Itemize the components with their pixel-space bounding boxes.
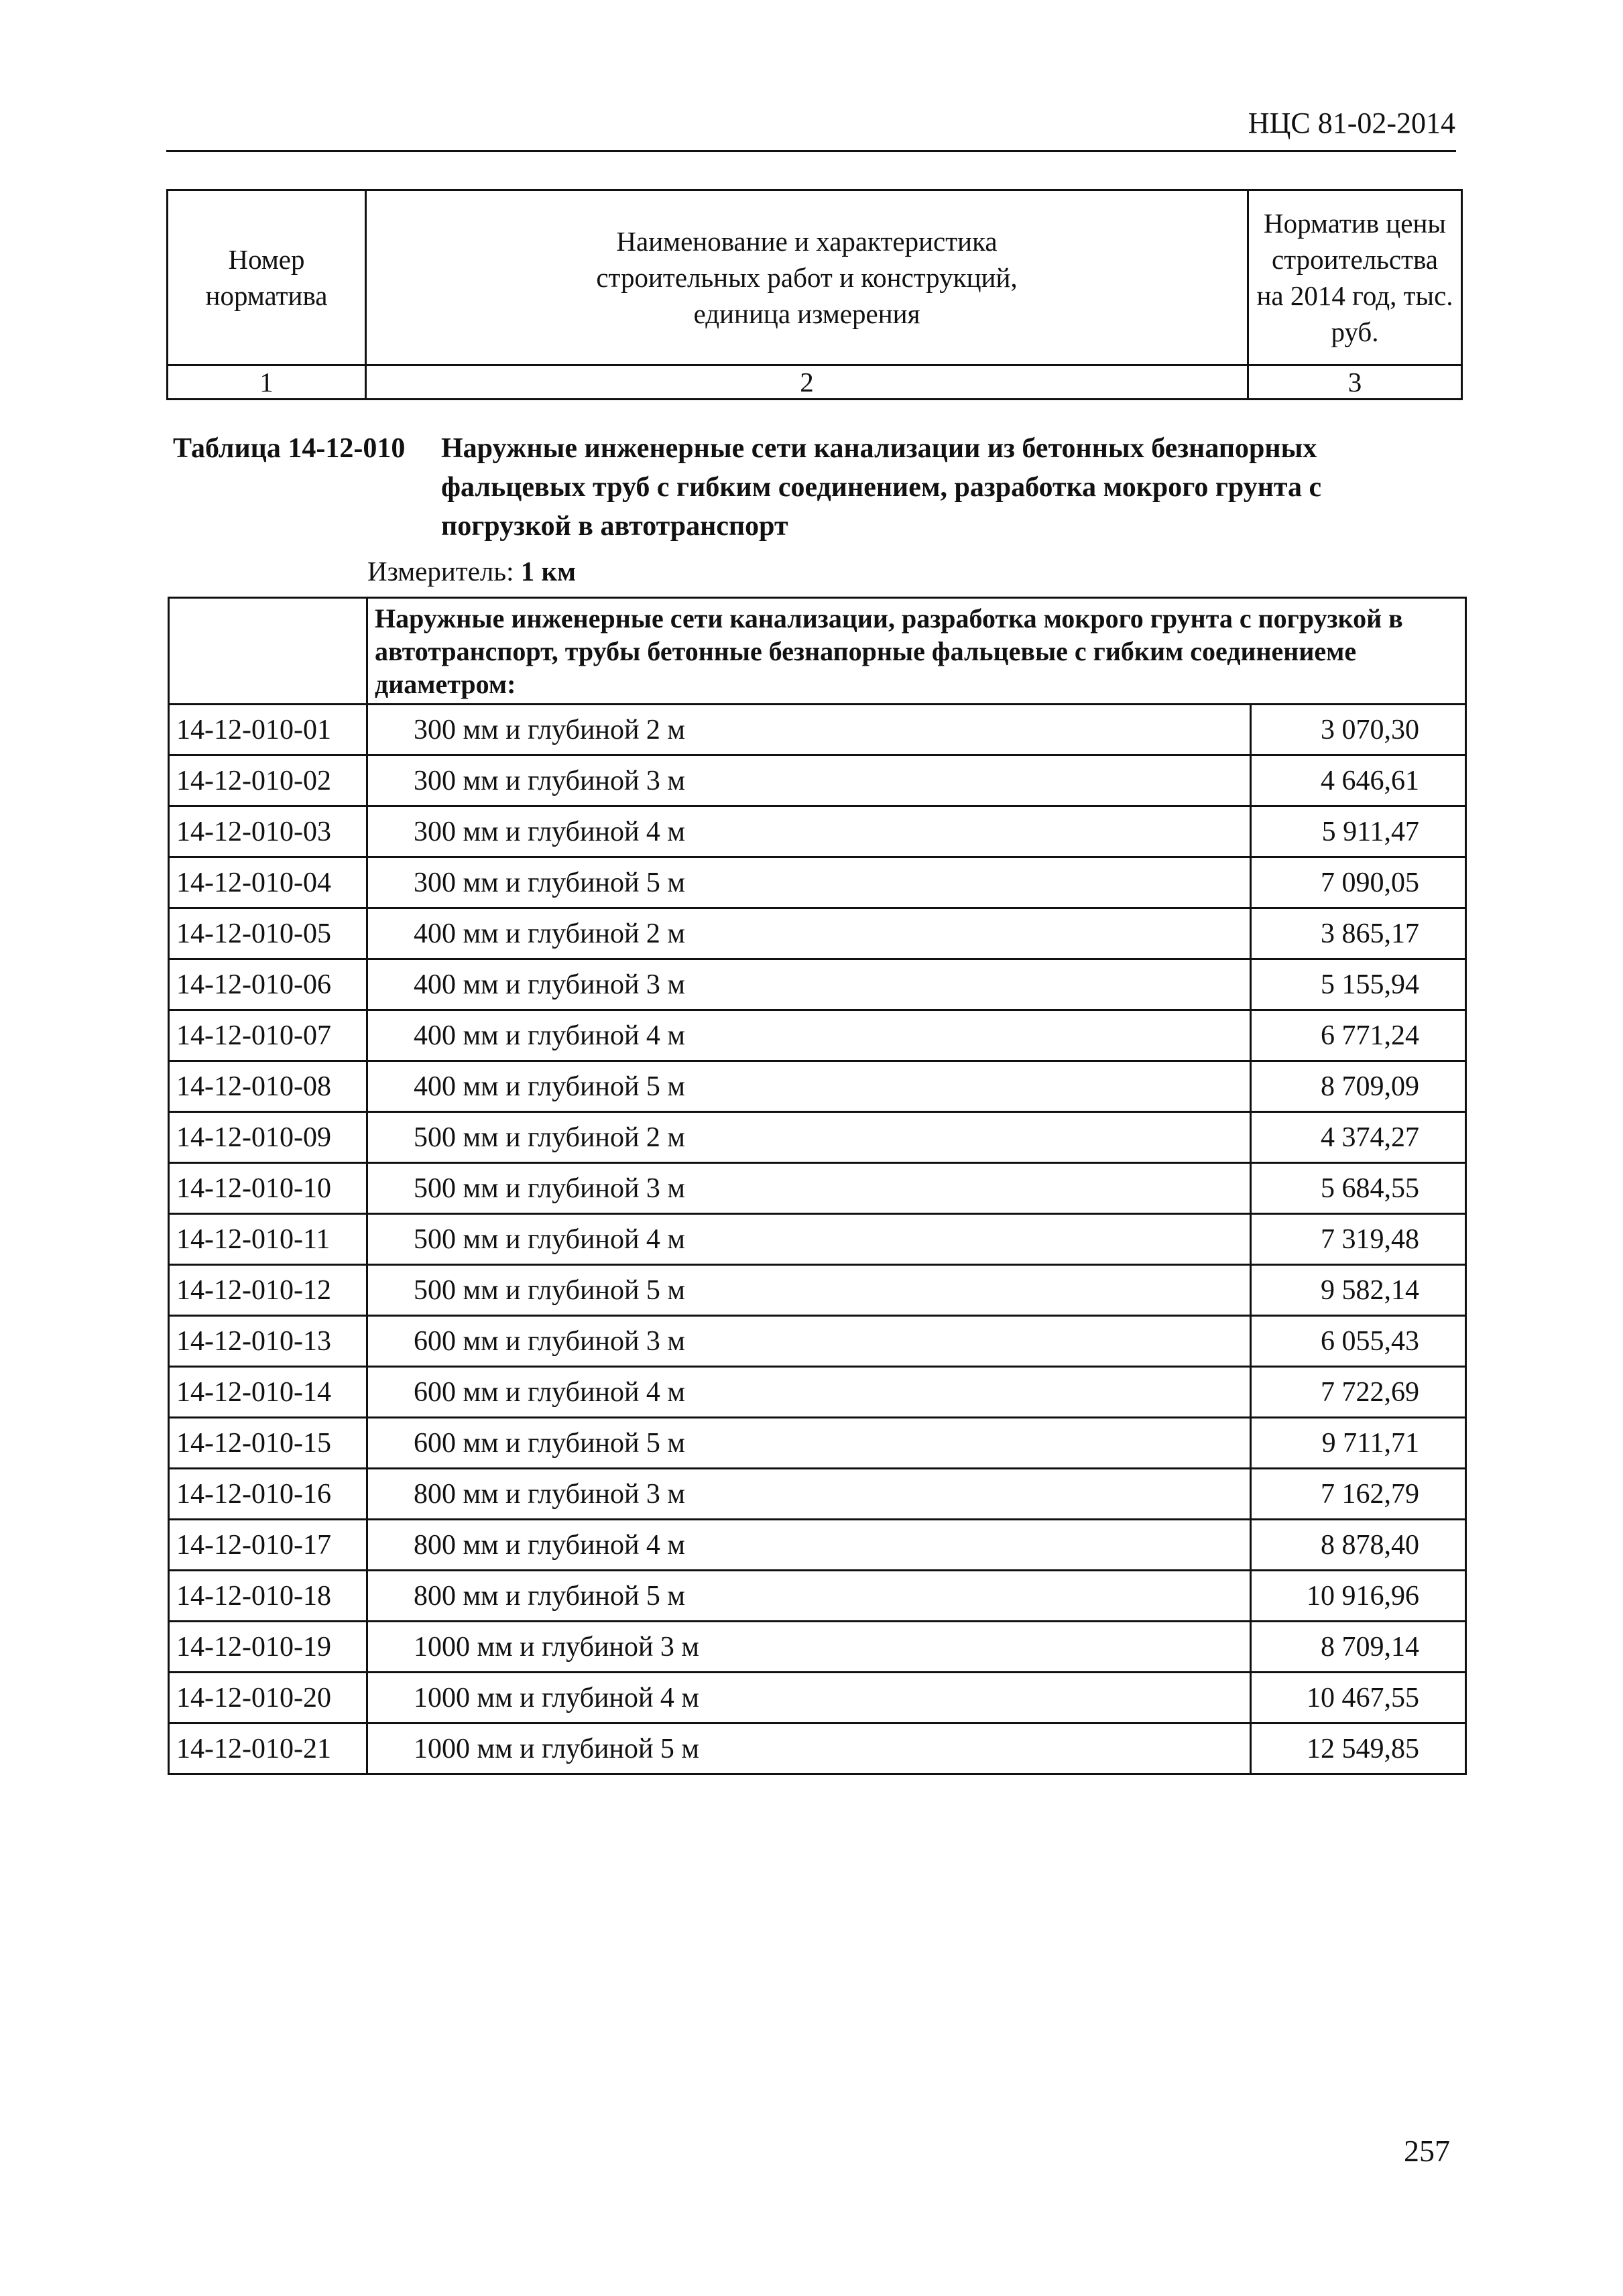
normative-code-cell: 14-12-010-03	[169, 806, 367, 857]
column-header-price: Норматив цены строительства на 2014 год, тыс. руб.	[1248, 190, 1462, 365]
table-row	[169, 1418, 1466, 1469]
normative-code-cell: 14-12-010-04	[169, 857, 367, 908]
price-cell: 8 709,14	[1251, 1622, 1466, 1673]
work-description-cell: 300 мм и глубиной 2 м	[367, 705, 1251, 756]
price-cell: 8 878,40	[1251, 1520, 1466, 1571]
normative-code-cell: 14-12-010-07	[169, 1010, 367, 1061]
group-header-row	[169, 598, 1466, 705]
column-header-number: Номер норматива	[168, 190, 366, 365]
work-description-cell: 1000 мм и глубиной 5 м	[367, 1724, 1251, 1774]
table-row	[169, 1265, 1466, 1316]
normative-code-cell: 14-12-010-01	[169, 705, 367, 756]
table-row	[169, 1673, 1466, 1724]
work-description-cell: 800 мм и глубиной 4 м	[367, 1520, 1251, 1571]
work-description-cell: 400 мм и глубиной 5 м	[367, 1061, 1251, 1112]
work-description-cell: 1000 мм и глубиной 4 м	[367, 1673, 1251, 1724]
work-description-cell: 500 мм и глубиной 5 м	[367, 1265, 1251, 1316]
work-description-cell: 600 мм и глубиной 5 м	[367, 1418, 1251, 1469]
table-row	[169, 1061, 1466, 1112]
column-number-row	[168, 365, 1462, 400]
work-description-cell: 500 мм и глубиной 4 м	[367, 1214, 1251, 1265]
work-description-cell: 400 мм и глубиной 4 м	[367, 1010, 1251, 1061]
column-header-row	[168, 190, 1462, 365]
price-cell: 7 319,48	[1251, 1214, 1466, 1265]
work-description-cell: 600 мм и глубиной 4 м	[367, 1367, 1251, 1418]
normative-code-cell: 14-12-010-21	[169, 1724, 367, 1774]
group-title: Наружные инженерные сети канализации, разработка мокрого грунта с погрузкой в автотранспорт, трубы бетонные безнапорные фальцевые с гибким соединениеме диаметром:	[367, 598, 1466, 705]
work-description-cell: 800 мм и глубиной 5 м	[367, 1571, 1251, 1622]
normative-code-cell: 14-12-010-13	[169, 1316, 367, 1367]
price-cell: 4 374,27	[1251, 1112, 1466, 1163]
normative-code-cell: 14-12-010-15	[169, 1418, 367, 1469]
table-row	[169, 1316, 1466, 1367]
table-row	[169, 1112, 1466, 1163]
column-number: 2	[366, 365, 1248, 400]
normative-code-cell: 14-12-010-10	[169, 1163, 367, 1214]
group-header-empty-cell	[169, 598, 367, 705]
normative-code-cell: 14-12-010-20	[169, 1673, 367, 1724]
document-code: НЦС 81-02-2014	[1248, 107, 1455, 139]
normative-code-cell: 14-12-010-14	[169, 1367, 367, 1418]
table-row	[169, 1214, 1466, 1265]
column-header-table	[166, 189, 1463, 400]
work-description-cell: 800 мм и глубиной 3 м	[367, 1469, 1251, 1520]
normative-code-cell: 14-12-010-18	[169, 1571, 367, 1622]
normative-code-cell: 14-12-010-06	[169, 959, 367, 1010]
normative-code-cell: 14-12-010-05	[169, 908, 367, 959]
measure-unit	[367, 555, 576, 587]
work-description-cell: 300 мм и глубиной 3 м	[367, 756, 1251, 806]
work-description-cell: 400 мм и глубиной 2 м	[367, 908, 1251, 959]
price-cell: 12 549,85	[1251, 1724, 1466, 1774]
page-number: 257	[1404, 2134, 1450, 2168]
table-row	[169, 1622, 1466, 1673]
normative-code-cell: 14-12-010-08	[169, 1061, 367, 1112]
price-table	[168, 597, 1467, 1775]
price-cell: 5 155,94	[1251, 959, 1466, 1010]
table-row	[169, 857, 1466, 908]
table-row	[169, 1010, 1466, 1061]
price-cell: 7 162,79	[1251, 1469, 1466, 1520]
header-rule	[166, 150, 1456, 152]
normative-code-cell: 14-12-010-17	[169, 1520, 367, 1571]
price-cell: 9 582,14	[1251, 1265, 1466, 1316]
price-cell: 7 722,69	[1251, 1367, 1466, 1418]
table-row	[169, 959, 1466, 1010]
price-cell: 7 090,05	[1251, 857, 1466, 908]
work-description-cell: 400 мм и глубиной 3 м	[367, 959, 1251, 1010]
table-row	[169, 1520, 1466, 1571]
column-number: 1	[168, 365, 366, 400]
normative-code-cell: 14-12-010-02	[169, 756, 367, 806]
price-cell: 5 684,55	[1251, 1163, 1466, 1214]
price-cell: 8 709,09	[1251, 1061, 1466, 1112]
column-header-name: Наименование и характеристика строительных работ и конструкций, единица измерения	[366, 190, 1248, 365]
normative-code-cell: 14-12-010-12	[169, 1265, 367, 1316]
price-cell: 10 916,96	[1251, 1571, 1466, 1622]
price-cell: 10 467,55	[1251, 1673, 1466, 1724]
measure-label: Измеритель:	[367, 556, 514, 587]
price-cell: 9 711,71	[1251, 1418, 1466, 1469]
normative-code-cell: 14-12-010-16	[169, 1469, 367, 1520]
price-cell: 6 771,24	[1251, 1010, 1466, 1061]
column-number: 3	[1248, 365, 1462, 400]
price-cell: 6 055,43	[1251, 1316, 1466, 1367]
price-cell: 4 646,61	[1251, 756, 1466, 806]
normative-code-cell: 14-12-010-11	[169, 1214, 367, 1265]
price-rows	[169, 705, 1466, 1774]
normative-code-cell: 14-12-010-19	[169, 1622, 367, 1673]
price-cell: 3 865,17	[1251, 908, 1466, 959]
work-description-cell: 500 мм и глубиной 3 м	[367, 1163, 1251, 1214]
table-row	[169, 908, 1466, 959]
table-row	[169, 1469, 1466, 1520]
work-description-cell: 300 мм и глубиной 5 м	[367, 857, 1251, 908]
table-row	[169, 705, 1466, 756]
work-description-cell: 600 мм и глубиной 3 м	[367, 1316, 1251, 1367]
table-caption-title: Наружные инженерные сети канализации из бетонных безнапорных фальцевых труб с гибким соединением, разработка мокрого грунта с погрузкой в автотранспорт	[441, 433, 1322, 542]
measure-value: 1 км	[520, 556, 577, 587]
normative-code-cell: 14-12-010-09	[169, 1112, 367, 1163]
table-row	[169, 806, 1466, 857]
table-row	[169, 1571, 1466, 1622]
price-cell: 3 070,30	[1251, 705, 1466, 756]
table-row	[169, 1724, 1466, 1774]
table-row	[169, 1367, 1466, 1418]
work-description-cell: 500 мм и глубиной 2 м	[367, 1112, 1251, 1163]
work-description-cell: 300 мм и глубиной 4 м	[367, 806, 1251, 857]
work-description-cell: 1000 мм и глубиной 3 м	[367, 1622, 1251, 1673]
table-caption-label: Таблица 14-12-010	[173, 433, 406, 464]
table-row	[169, 756, 1466, 806]
price-cell: 5 911,47	[1251, 806, 1466, 857]
table-row	[169, 1163, 1466, 1214]
